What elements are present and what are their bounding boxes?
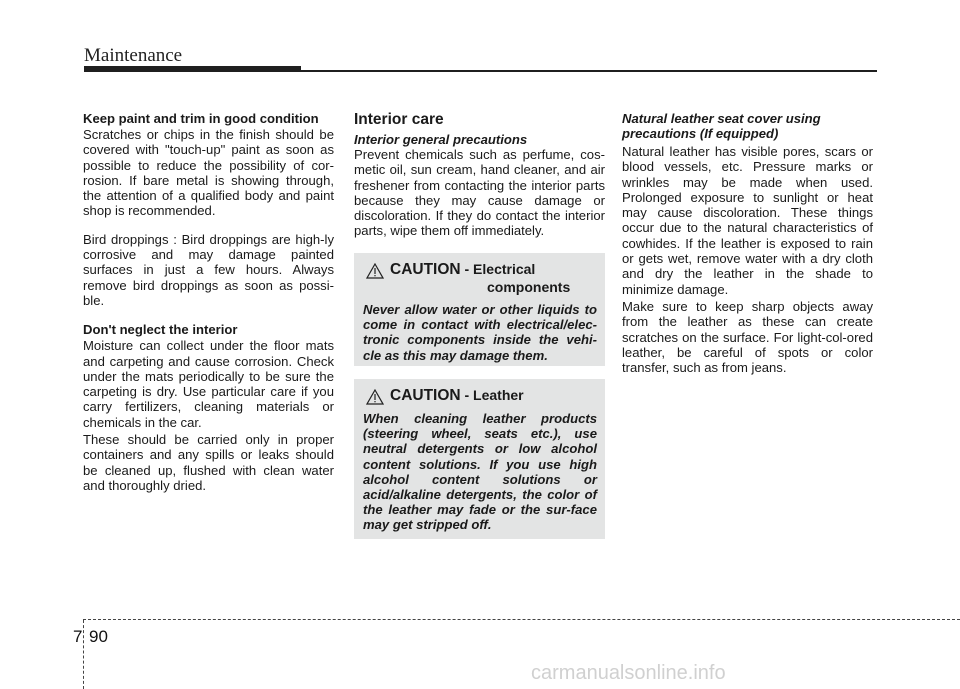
caution-text: Never allow water or other liquids to come in contact with electrical/elec-tronic components inside the vehi-cle as this may damage them. <box>363 302 597 363</box>
paragraph-moisture: Moisture can collect under the floor mats and carpeting and cause corrosion. Check under the mats periodically to be sure the carpeting is dry. Use particular care if you carry fertilizers, cleaning materials or chemicals in the car. <box>83 338 334 430</box>
paragraph-chemicals: Prevent chemicals such as perfume, cos-metic oil, sun cream, hand cleaner, and air freshener from contacting the interior parts because they may cause damage or discoloration. If they do contact the interior parts, wipe them off immediately. <box>354 147 605 239</box>
heading-interior-care: Interior care <box>354 111 444 128</box>
footer-rule-horizontal <box>83 619 960 620</box>
heading-interior: Don't neglect the interior <box>83 322 238 338</box>
watermark: carmanualsonline.info <box>531 662 726 684</box>
paragraph-bird-droppings: Bird droppings : Bird droppings are high-ly corrosive and may damage painted surfaces in just a few hours. Always remove bird droppings as soon as possi-ble. <box>83 231 334 308</box>
paragraph-sharp-objects: Make sure to keep sharp objects away from the leather as these can create scratches on the surface. For light-col-ored leather, be careful of spots or color transfer, such as from jeans. <box>622 298 873 376</box>
heading-paint-trim: Keep paint and trim in good condition <box>83 111 319 126</box>
column-right <box>622 111 873 375</box>
column-middle <box>354 111 605 239</box>
caution-label: CAUTION <box>390 261 461 278</box>
caution-box-electrical <box>354 253 605 366</box>
caution-header <box>363 387 597 405</box>
chapter-number: 7 <box>73 627 83 646</box>
page-title: Maintenance <box>84 45 183 66</box>
header-rule-thin <box>301 70 877 72</box>
subheading-general-precautions: Interior general precautions <box>354 132 528 147</box>
caution-text: When cleaning leather products (steering wheel, seats etc.), use neutral detergents or low alcohol content solutions. If you use high alcohol content solutions or acid/alkaline detergents, the color of the leather may fade or the sur-face may get stripped off. <box>363 411 597 533</box>
header-rule-thick <box>84 66 301 72</box>
paragraph-leather-characteristics: Natural leather has visible pores, scars or blood vessels, etc. Pressure marks or wrinkles may be made when used. Prolonged exposure to sunlight or heat may cause discoloration. These things occur due to the natural characteristics of cowhides. If the leather is exposed to rain or gets wet, remove water with a dry cloth and dry the leather in the shade to minimize damage. <box>622 144 873 297</box>
page-number: 90 <box>89 627 108 646</box>
paragraph-paint: Scratches or chips in the finish should be covered with "touch-up" paint as soon as possible to reduce the possibility of cor-rosion. If bare metal is showing through, the attention of a qualified body and paint shop is recommended. <box>83 127 334 219</box>
caution-header <box>363 261 597 296</box>
warning-triangle-icon <box>366 389 384 405</box>
footer-rule-vertical <box>83 620 84 689</box>
caution-topic: - Electrical <box>460 261 536 277</box>
warning-triangle-icon <box>366 263 384 279</box>
caution-label: CAUTION <box>390 387 461 404</box>
caution-topic-continued: components <box>487 279 571 295</box>
caution-box-leather <box>354 379 605 539</box>
column-left <box>83 111 334 493</box>
paragraph-containers: These should be carried only in proper containers and any spills or leaks should be cleaned up, flushed with clean water and thoroughly dried. <box>83 432 334 493</box>
heading-natural-leather: Natural leather seat cover using precautions (If equipped) <box>622 111 821 141</box>
caution-topic: - Leather <box>460 387 524 403</box>
